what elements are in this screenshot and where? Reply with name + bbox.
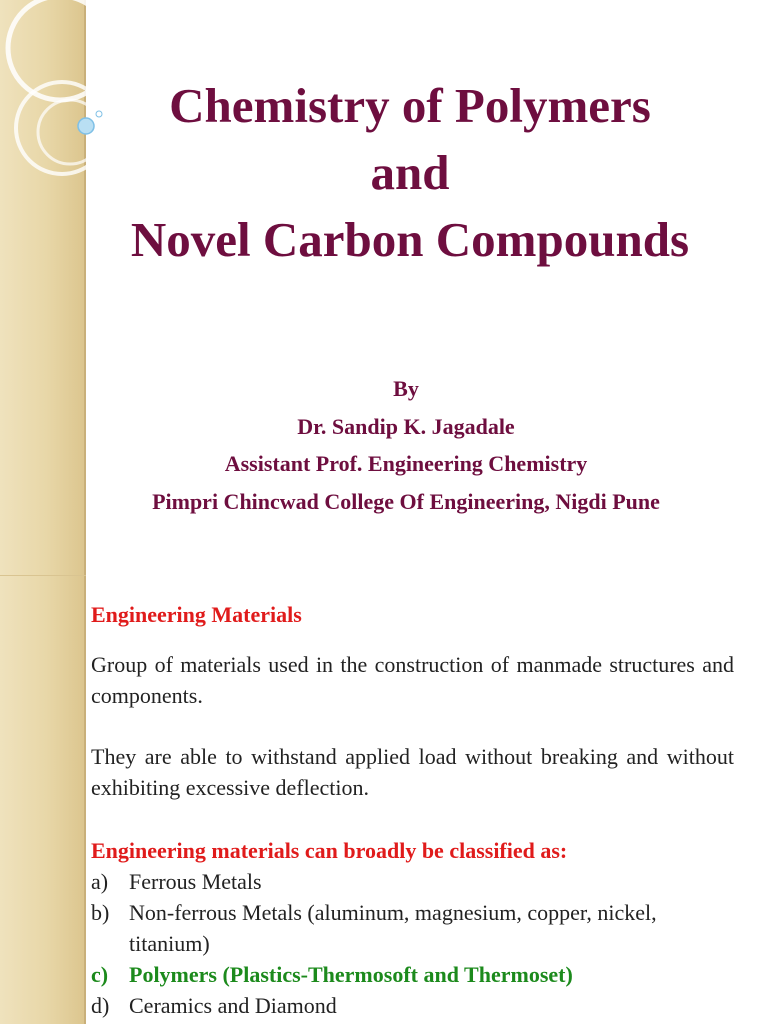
by-label: By xyxy=(393,376,419,401)
author-block xyxy=(90,370,722,520)
title-line-3: Novel Carbon Compounds xyxy=(130,212,690,267)
content-slide xyxy=(0,575,768,1024)
list-item-text: Ferrous Metals xyxy=(129,869,262,894)
classification-list xyxy=(91,866,734,1021)
list-marker: b) xyxy=(91,900,110,925)
slide-body xyxy=(91,599,734,1021)
title-line-2: and xyxy=(370,145,450,200)
author-name: Dr. Sandip K. Jagadale xyxy=(297,413,515,439)
list-marker: c) xyxy=(91,962,109,987)
list-item xyxy=(91,990,734,1021)
list-item-highlighted xyxy=(91,959,734,990)
side-strip-edge xyxy=(84,575,86,1024)
title-line-1: Chemistry of Polymers xyxy=(169,78,651,133)
list-item xyxy=(91,866,734,897)
classification-heading: Engineering materials can broadly be classified as: xyxy=(91,838,568,863)
slide-divider xyxy=(0,575,86,576)
presentation-title xyxy=(60,72,760,273)
list-marker: d) xyxy=(91,993,110,1018)
list-item-text: Polymers (Plastics-Thermosoft and Thermoset) xyxy=(129,962,573,987)
property-paragraph: They are able to withstand applied load without breaking and without exhibiting excessive deflection. xyxy=(91,744,734,800)
list-marker: a) xyxy=(91,869,109,894)
list-item-text: Non-ferrous Metals (aluminum, magnesium, copper, nickel, titanium) xyxy=(129,900,657,956)
definition-paragraph: Group of materials used in the construction of manmade structures and components. xyxy=(91,652,734,708)
list-item xyxy=(91,897,734,959)
side-decoration-strip xyxy=(0,575,84,1024)
section-heading: Engineering Materials xyxy=(91,602,302,627)
author-position: Assistant Prof. Engineering Chemistry xyxy=(224,451,588,476)
author-institution: Pimpri Chincwad College Of Engineering, Nigdi Pune xyxy=(152,488,660,514)
list-item-text: Ceramics and Diamond xyxy=(129,993,337,1018)
